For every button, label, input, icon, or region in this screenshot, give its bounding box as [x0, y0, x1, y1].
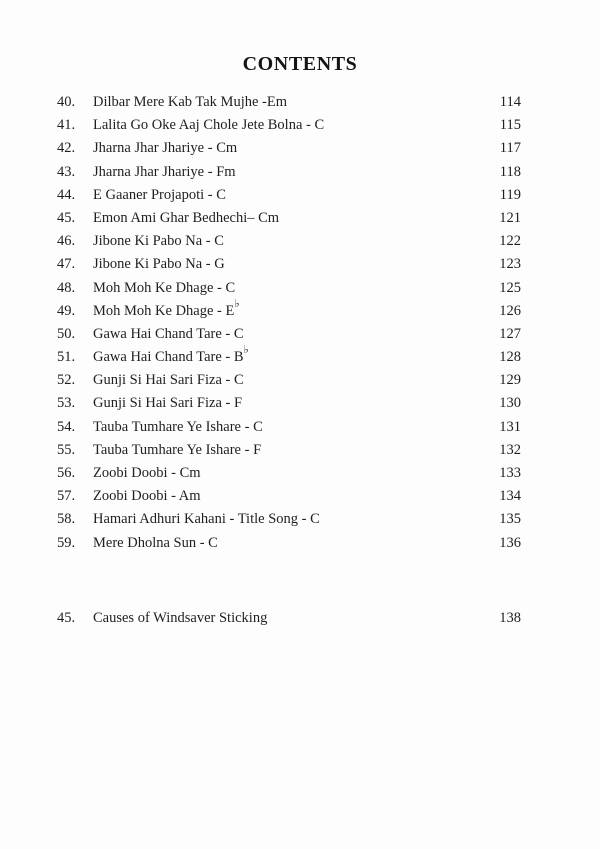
contents-list [0, 76, 600, 630]
entry-number: 53. [57, 395, 76, 412]
entry-number: 55. [57, 441, 76, 458]
table-row-appendix [57, 607, 521, 630]
entry-number: 57. [57, 488, 76, 505]
flat-symbol: ♭ [243, 344, 249, 357]
entry-title [93, 277, 499, 300]
entry-title-text: Moh Moh Ke Dhage - E [93, 302, 235, 319]
entry-number: 42. [57, 140, 76, 157]
entry-page-number: 135 [499, 511, 521, 528]
entry-title-text: Jibone Ki Pabo Na - G [93, 256, 225, 273]
entry-number: 51. [57, 349, 76, 366]
entry-title-text: Lalita Go Oke Aaj Chole Jete Bolna - C [93, 117, 325, 134]
entry-title [93, 230, 499, 253]
entry-number: 46. [57, 233, 76, 250]
entry-number: 54. [57, 418, 76, 435]
entry-number: 49. [57, 302, 76, 319]
entry-number: 58. [57, 511, 76, 528]
table-row [57, 161, 521, 184]
table-row [57, 369, 521, 392]
entry-title [93, 416, 499, 439]
entry-page-number: 117 [499, 140, 521, 157]
entry-page-number: 115 [499, 117, 521, 134]
table-row [57, 277, 521, 300]
entry-title [93, 508, 499, 531]
table-row [57, 508, 521, 531]
entry-title [93, 346, 499, 369]
entry-page-number: 125 [499, 279, 521, 296]
entry-title [93, 439, 499, 462]
entry-title [93, 253, 499, 276]
entry-page-number: 123 [499, 256, 521, 273]
table-row [57, 297, 521, 323]
entry-title [93, 323, 499, 346]
entry-number: 41. [57, 117, 76, 134]
entry-title-text: Zoobi Doobi - Cm [93, 465, 201, 481]
entry-title [93, 114, 500, 137]
entry-title-text: Emon Ami Ghar Bedhechi– Cm [93, 209, 280, 226]
entry-page-number: 118 [499, 163, 521, 180]
entry-page-number: 132 [499, 441, 521, 458]
entry-title [93, 485, 499, 508]
table-row [57, 137, 521, 160]
entry-title [93, 392, 499, 415]
entry-page-number: 129 [499, 372, 521, 389]
entry-page-number: 127 [499, 325, 521, 342]
entry-page-number: 126 [499, 302, 521, 319]
entry-title [93, 532, 499, 555]
table-row [57, 91, 521, 114]
entry-page-number: 133 [499, 465, 521, 481]
table-row [57, 253, 521, 276]
entry-title [93, 91, 500, 114]
table-row [57, 462, 521, 485]
entry-number: 50. [57, 325, 76, 342]
entry-title [93, 184, 500, 207]
entry-title-text: Gunji Si Hai Sari Fiza - C [93, 372, 244, 389]
table-row [57, 392, 521, 415]
entry-title-text: Gunji Si Hai Sari Fiza - F [93, 395, 243, 412]
entry-number: 48. [57, 279, 76, 296]
entry-page-number: 119 [499, 186, 521, 203]
entry-title [93, 137, 500, 160]
entry-title-text: Mere Dholna Sun - C [93, 534, 218, 551]
entry-page-number: 121 [499, 209, 521, 226]
entry-title [93, 607, 499, 630]
flat-symbol: ♭ [234, 297, 240, 310]
entry-title-text: Moh Moh Ke Dhage - C [93, 279, 236, 296]
table-row [57, 230, 521, 253]
entry-title [93, 462, 499, 485]
table-row [57, 184, 521, 207]
table-row [57, 323, 521, 346]
entry-page-number: 114 [499, 94, 521, 110]
entry-title-text: Hamari Adhuri Kahani - Title Song - C [93, 511, 320, 528]
entry-number: 56. [57, 465, 76, 481]
entry-number: 45. [57, 209, 76, 226]
entry-page-number: 130 [499, 395, 521, 412]
entry-title-text: Zoobi Doobi - Am [93, 488, 201, 505]
entry-title-text: Causes of Windsaver Sticking [93, 609, 268, 626]
entry-number: 43. [57, 163, 76, 180]
entry-title [93, 207, 499, 230]
table-row [57, 439, 521, 462]
table-row [57, 346, 521, 369]
entry-title-text: Tauba Tumhare Ye Ishare - F [93, 441, 262, 458]
entry-number: 45. [57, 609, 76, 626]
entry-number: 59. [57, 534, 76, 551]
entry-page-number: 134 [499, 488, 521, 505]
entry-title [93, 369, 499, 392]
entry-page-number: 136 [499, 534, 521, 551]
entry-title-text: Dilbar Mere Kab Tak Mujhe -Em [93, 94, 288, 110]
entry-page-number: 138 [499, 609, 521, 626]
entry-title-text: Tauba Tumhare Ye Ishare - C [93, 418, 263, 435]
table-row [57, 532, 521, 555]
entry-number: 44. [57, 186, 76, 203]
entry-number: 47. [57, 256, 76, 273]
entry-title-text: Jharna Jhar Jhariye - Fm [93, 163, 236, 180]
entry-page-number: 128 [499, 349, 521, 366]
entry-title [93, 161, 500, 184]
entry-page-number: 131 [499, 418, 521, 435]
entry-page-number: 122 [499, 233, 521, 250]
entry-title-text: Jibone Ki Pabo Na - C [93, 233, 224, 250]
entry-number: 40. [57, 94, 76, 110]
entry-title-text: E Gaaner Projapoti - C [93, 186, 226, 203]
entry-title [93, 297, 499, 323]
entry-number: 52. [57, 372, 76, 389]
table-row [57, 485, 521, 508]
entry-title-text: Gawa Hai Chand Tare - C [93, 325, 244, 342]
entry-title-text: Jharna Jhar Jhariye - Cm [93, 140, 238, 157]
table-row [57, 114, 521, 137]
entry-title-text: Gawa Hai Chand Tare - B [93, 349, 244, 366]
page-title: CONTENTS [242, 53, 358, 75]
table-row [57, 207, 521, 230]
table-row [57, 416, 521, 439]
